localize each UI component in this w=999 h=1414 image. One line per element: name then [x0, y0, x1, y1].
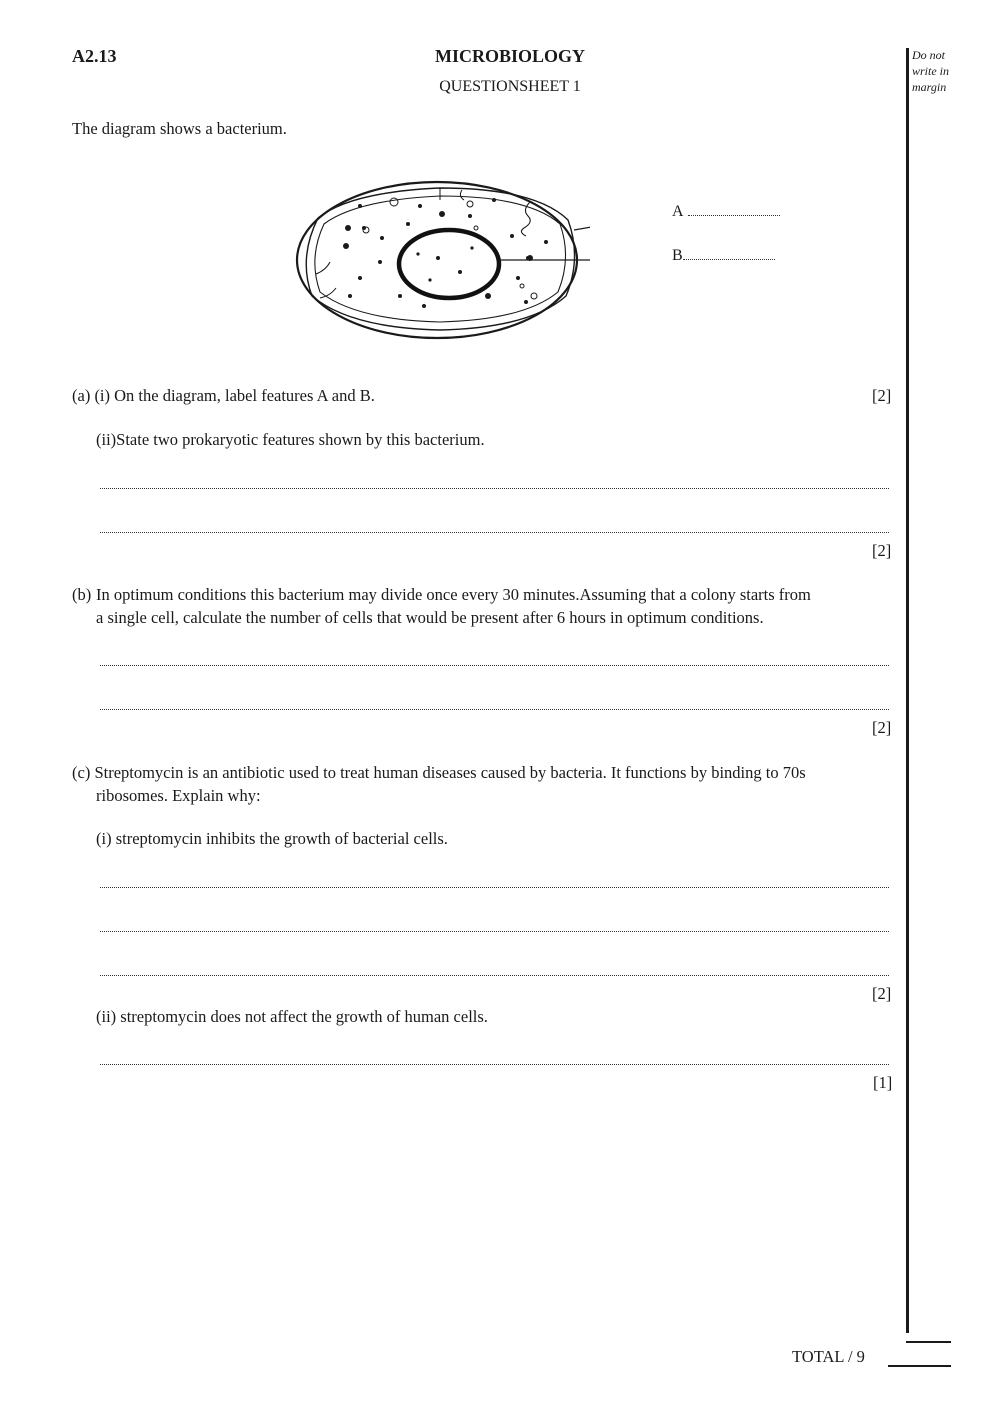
answer-line[interactable]	[100, 931, 889, 932]
bacterium-diagram	[290, 178, 590, 346]
question-c-i: (i) streptomycin inhibits the growth of bacterial cells.	[96, 829, 448, 848]
diagram-label-b	[672, 247, 775, 265]
margin-note-line: write in	[912, 64, 950, 78]
mark-b: [2]	[872, 718, 892, 737]
question-a-ii: (ii)State two prokaryotic features shown by this bacterium.	[96, 430, 485, 449]
nucleoid-outline	[399, 230, 499, 298]
page-subtitle: QUESTIONSHEET 1	[439, 78, 581, 95]
diagram-label-a	[672, 203, 780, 221]
margin-note-line: margin	[912, 80, 947, 94]
label-b-answer-line[interactable]	[683, 247, 775, 260]
margin-note	[912, 47, 972, 95]
membrane-fold	[316, 262, 336, 298]
answer-line[interactable]	[100, 887, 889, 888]
label-a-answer-line[interactable]	[688, 203, 780, 216]
mark-c-i: [2]	[872, 984, 892, 1003]
question-c-ii: (ii) streptomycin does not affect the growth of human cells.	[96, 1007, 488, 1026]
question-c-line1: (c) Streptomycin is an antibiotic used to treat human diseases caused by bacteria. It functions by binding to 70s	[72, 763, 806, 782]
margin-rule	[906, 48, 909, 1333]
total-score-box[interactable]	[888, 1365, 951, 1367]
answer-line[interactable]	[100, 665, 889, 666]
question-a-i: (a) (i) On the diagram, label features A and B.	[72, 386, 375, 405]
ribosome-granules	[343, 198, 548, 308]
total-rule-top	[906, 1341, 951, 1343]
leader-line-a	[574, 214, 590, 230]
answer-line[interactable]	[100, 1064, 889, 1065]
question-c-line2: ribosomes. Explain why:	[96, 786, 261, 805]
mark-a-ii: [2]	[872, 541, 892, 560]
answer-line[interactable]	[100, 975, 889, 976]
answer-line[interactable]	[100, 532, 889, 533]
mark-c-ii: [1]	[873, 1073, 893, 1092]
question-b-label: (b)	[72, 585, 92, 604]
total-label: TOTAL / 9	[792, 1347, 865, 1366]
question-b-line1: In optimum conditions this bacterium may divide once every 30 minutes.Assuming that a colony starts from	[96, 585, 811, 604]
label-a-letter: A	[672, 203, 684, 220]
answer-line[interactable]	[100, 709, 889, 710]
question-b-line2: a single cell, calculate the number of cells that would be present after 6 hours in optimum conditions.	[96, 608, 764, 627]
inclusion-bodies	[363, 198, 537, 299]
question-code: A2.13	[72, 46, 117, 66]
answer-line[interactable]	[100, 488, 889, 489]
label-b-letter: B	[672, 247, 683, 264]
margin-note-line: Do not	[912, 48, 945, 62]
mark-a-i: [2]	[872, 386, 892, 405]
page-title: MICROBIOLOGY	[434, 46, 585, 66]
intro-text: The diagram shows a bacterium.	[72, 119, 287, 138]
membrane-fold	[440, 188, 464, 200]
